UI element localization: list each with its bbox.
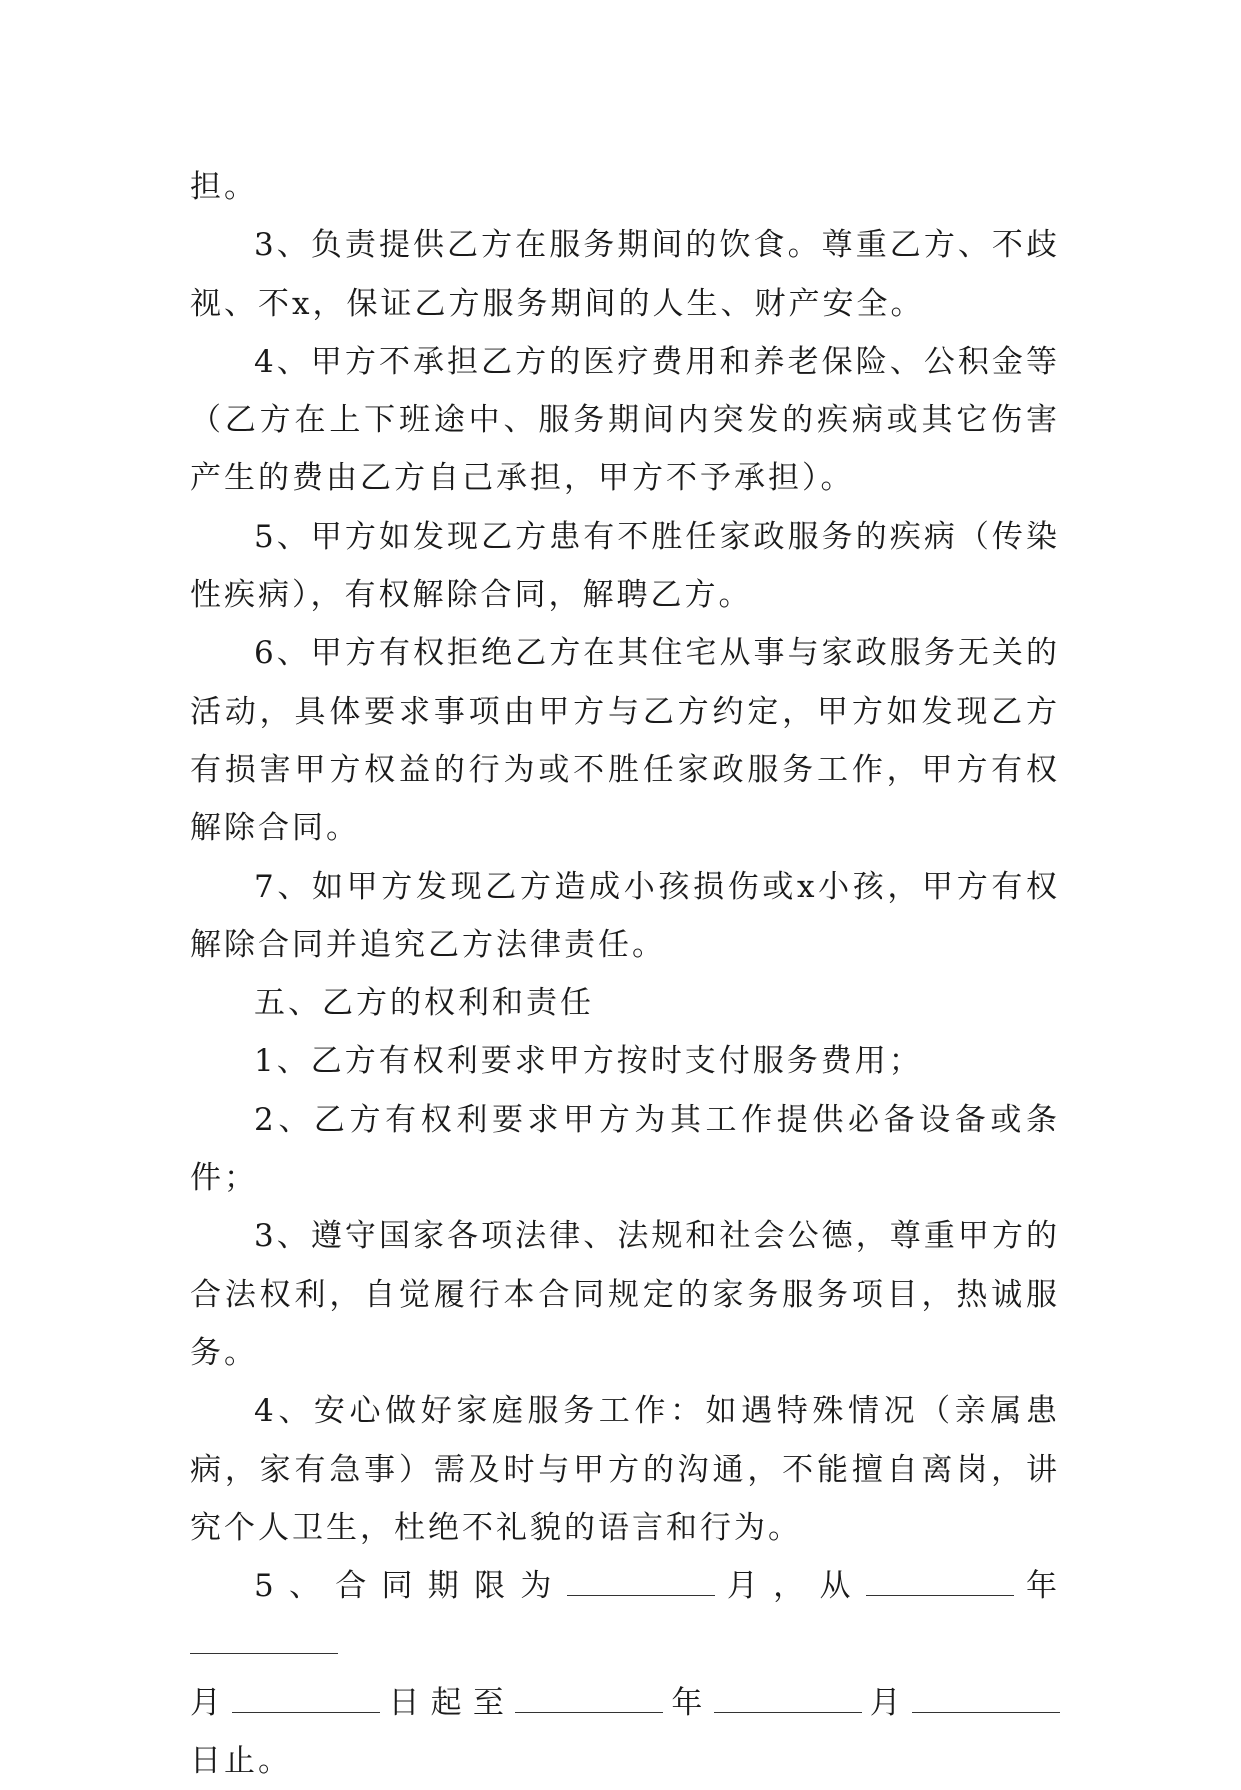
blank-end-year: [515, 1682, 663, 1713]
paragraph-clause-7: 7、如甲方发现乙方造成小孩损伤或x小孩，甲方有权解除合同并追究乙方法律责任。: [190, 868, 1060, 963]
paragraph-term-clause: [190, 1557, 1060, 1790]
paragraph-continuation: 担。: [190, 169, 258, 205]
paragraph-clause-5: 5、甲方如发现乙方患有不胜任家政服务的疾病（传染性疾病），有权解除合同，解聘乙方。: [190, 518, 1060, 614]
term-unit-month-end: 月: [861, 1684, 913, 1721]
term-prefix: 5、合同期限为: [254, 1568, 567, 1605]
term-unit-month-from: 月，从: [714, 1568, 866, 1605]
section-heading-5: 五、乙方的权利和责任: [254, 985, 594, 1022]
blank-start-month: [190, 1623, 338, 1654]
term-unit-day-end: 日止。: [190, 1743, 292, 1780]
paragraph-clause-6: 6、甲方有权拒绝乙方在其住宅从事与家政服务无关的活动，具体要求事项由甲方与乙方约定，甲方如发现乙方有损害甲方权益的行为或不胜任家政服务工作，甲方有权解除合同。: [190, 635, 1060, 847]
blank-start-day: [232, 1682, 380, 1713]
paragraph-right-2: 2、乙方有权利要求甲方为其工作提供必备设备或条件；: [190, 1101, 1060, 1197]
blank-end-month: [714, 1682, 862, 1713]
term-unit-year: 年: [1013, 1568, 1061, 1605]
term-unit-year-end: 年: [663, 1684, 714, 1721]
paragraph-right-4: 4、安心做好家庭服务工作：如遇特殊情况（亲属患病，家有急事）需及时与甲方的沟通，不能擅自离岗，讲究个人卫生，杜绝不礼貌的语言和行为。: [190, 1393, 1060, 1546]
paragraph-right-1: 1、乙方有权利要求甲方按时支付服务费用；: [254, 1043, 923, 1080]
paragraph-clause-4: 4、甲方不承担乙方的医疗费用和养老保险、公积金等（乙方在上下班途中、服务期间内突发的疾病或其它伤害产生的费由乙方自己承担，甲方不予承担）。: [190, 343, 1060, 497]
blank-start-year: [866, 1565, 1014, 1596]
blank-months: [567, 1565, 715, 1596]
blank-end-day: [912, 1682, 1060, 1713]
paragraph-clause-3: 3、负责提供乙方在服务期间的饮食。尊重乙方、不歧视、不x，保证乙方服务期间的人生、财产安全。: [190, 227, 1060, 322]
term-unit-month: 月: [190, 1684, 233, 1721]
term-unit-day-from: 日起至: [380, 1684, 516, 1721]
paragraph-right-3: 3、遵守国家各项法律、法规和社会公德，尊重甲方的合法权利，自觉履行本合同规定的家务服务项目，热诚服务。: [190, 1218, 1060, 1371]
document-body: [190, 158, 1060, 1790]
